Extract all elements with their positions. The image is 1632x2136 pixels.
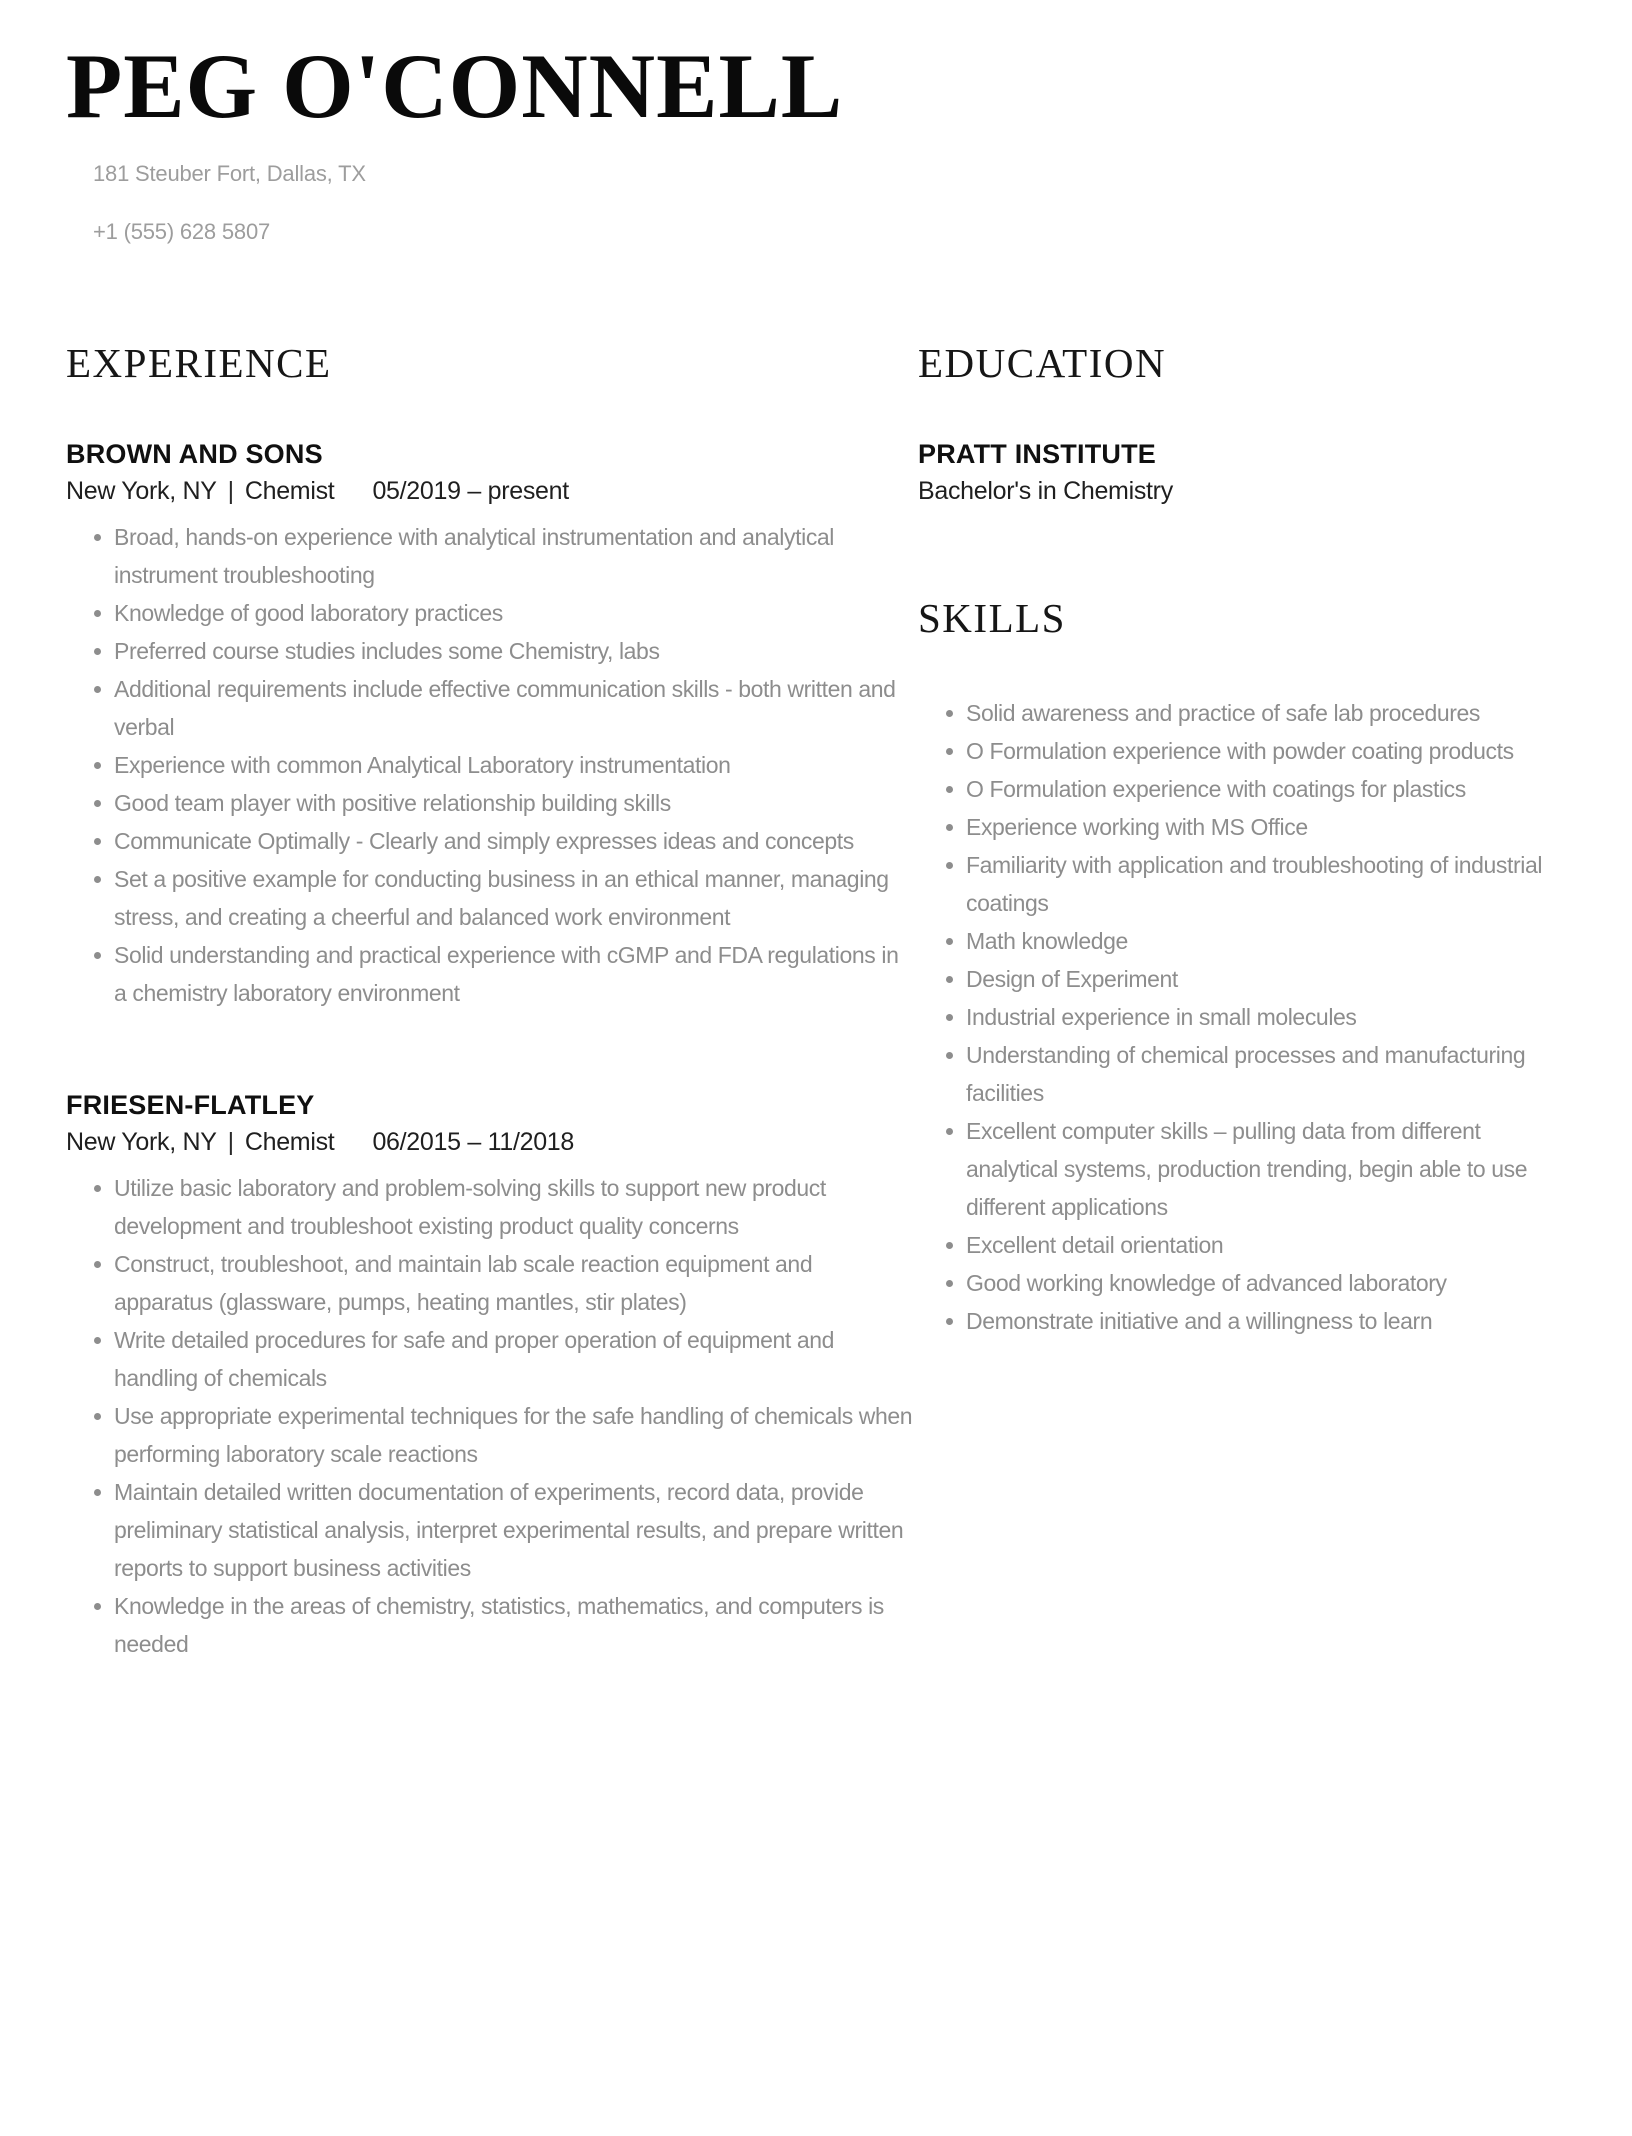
skill-item: Industrial experience in small molecules — [966, 998, 1578, 1036]
job-meta — [66, 1127, 918, 1157]
job-role: Chemist — [244, 477, 335, 505]
job-bullet: Maintain detailed written documentation of experiments, record data, provide preliminary statistical analysis, interpret experimental results, and prepare written reports to support business activities — [114, 1473, 914, 1587]
experience-section — [66, 341, 918, 1741]
address-line: 181 Steuber Fort, Dallas, TX — [93, 161, 366, 186]
phone-line: +1 (555) 628 5807 — [93, 219, 271, 244]
job-bullet: Solid understanding and practical experience with cGMP and FDA regulations in a chemistry laboratory environment — [114, 936, 914, 1012]
job-bullet: Broad, hands-on experience with analytical instrumentation and analytical instrument troubleshooting — [114, 518, 914, 594]
job-brown-and-sons — [66, 439, 918, 1012]
skill-item: Design of Experiment — [966, 960, 1578, 998]
skill-item: Understanding of chemical processes and manufacturing facilities — [966, 1036, 1578, 1112]
job-bullet: Communicate Optimally - Clearly and simply expresses ideas and concepts — [114, 822, 914, 860]
job-role: Chemist — [244, 1128, 335, 1156]
job-bullet: Preferred course studies includes some Chemistry, labs — [114, 632, 914, 670]
job-bullet: Knowledge in the areas of chemistry, statistics, mathematics, and computers is needed — [114, 1587, 914, 1663]
skill-item: Math knowledge — [966, 922, 1578, 960]
job-dates: 05/2019 – present — [372, 477, 569, 505]
skill-item: Excellent computer skills – pulling data from different analytical systems, production trending, begin able to use different applications — [966, 1112, 1578, 1226]
skill-item: O Formulation experience with powder coating products — [966, 732, 1578, 770]
school-name: PRATT INSTITUTE — [918, 439, 1156, 469]
job-friesen-flatley — [66, 1090, 918, 1663]
resume-page — [0, 35, 1632, 2136]
skill-item: Familiarity with application and troubleshooting of industrial coatings — [966, 846, 1578, 922]
skill-item: Excellent detail orientation — [966, 1226, 1578, 1264]
job-bullet: Set a positive example for conducting business in an ethical manner, managing stress, and creating a cheerful and balanced work environment — [114, 860, 914, 936]
job-location: New York, NY — [66, 477, 217, 505]
job-meta — [66, 476, 918, 506]
skills-list — [918, 694, 1578, 1340]
job-bullet: Use appropriate experimental techniques for the safe handling of chemicals when performing laboratory scale reactions — [114, 1397, 914, 1473]
job-dates: 06/2015 – 11/2018 — [372, 1128, 575, 1156]
skills-section — [918, 596, 1590, 1340]
person-name: PEG O'CONNELL — [66, 35, 844, 137]
company-name: BROWN AND SONS — [66, 439, 323, 469]
job-location: New York, NY — [66, 1128, 217, 1156]
job-bullet-list — [66, 1169, 914, 1663]
job-bullet: Experience with common Analytical Laboratory instrumentation — [114, 746, 914, 784]
job-bullet-list — [66, 518, 914, 1012]
job-bullet: Construct, troubleshoot, and maintain lab scale reaction equipment and apparatus (glassware, pumps, heating mantles, stir plates) — [114, 1245, 914, 1321]
education-title: EDUCATION — [918, 340, 1167, 386]
skill-item: Solid awareness and practice of safe lab procedures — [966, 694, 1578, 732]
skill-item: Demonstrate initiative and a willingness to learn — [966, 1302, 1578, 1340]
skill-item: O Formulation experience with coatings for plastics — [966, 770, 1578, 808]
resume-header — [66, 35, 1590, 245]
meta-separator: | — [227, 1128, 234, 1156]
resume-columns — [66, 341, 1590, 1741]
degree: Bachelor's in Chemistry — [918, 477, 1173, 505]
skill-item: Good working knowledge of advanced laboratory — [966, 1264, 1578, 1302]
right-column — [918, 341, 1590, 1741]
job-bullet: Utilize basic laboratory and problem-solving skills to support new product development and troubleshoot existing product quality concerns — [114, 1169, 914, 1245]
contact-info — [66, 160, 1590, 245]
job-bullet: Write detailed procedures for safe and proper operation of equipment and handling of chemicals — [114, 1321, 914, 1397]
job-bullet: Knowledge of good laboratory practices — [114, 594, 914, 632]
company-name: FRIESEN-FLATLEY — [66, 1090, 315, 1120]
skill-item: Experience working with MS Office — [966, 808, 1578, 846]
skills-title: SKILLS — [918, 595, 1066, 641]
job-bullet: Good team player with positive relationship building skills — [114, 784, 914, 822]
meta-separator: | — [227, 477, 234, 505]
job-bullet: Additional requirements include effective communication skills - both written and verbal — [114, 670, 914, 746]
education-section — [918, 341, 1590, 506]
experience-title: EXPERIENCE — [66, 340, 332, 386]
